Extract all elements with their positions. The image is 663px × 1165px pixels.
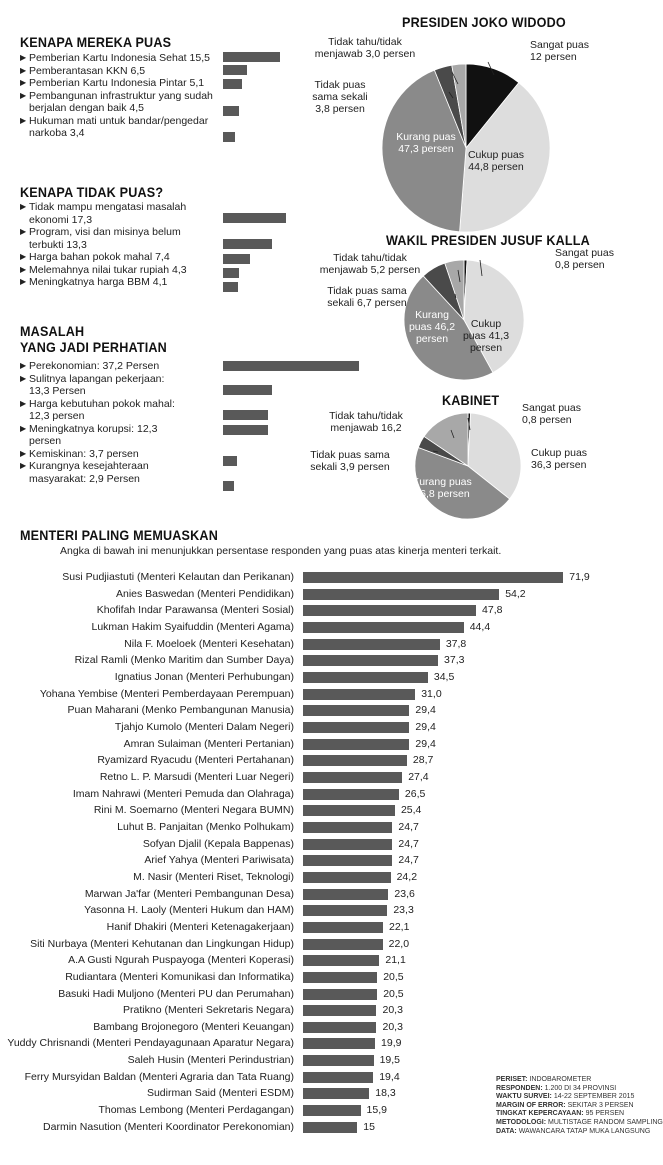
metodologi-box: [496, 1076, 663, 1136]
meta-val: 95 PERSEN: [585, 1110, 625, 1118]
menteri-name: Rini M. Soemarno (Menteri Negara BUMN): [93, 804, 294, 817]
menteri-value: 24,7: [398, 837, 419, 850]
pie-slice-label: Cukup puas 44,8 persen: [467, 149, 525, 173]
menteri-value: 21,1: [385, 954, 406, 967]
menteri-name: Rizal Ramli (Menko Maritim dan Sumber Daya): [74, 654, 294, 667]
puas-item-label: Pemberian Kartu Indonesia Sehat 15,5: [29, 52, 210, 64]
menteri-name: A.A Gusti Ngurah Puspayoga (Menteri Koperasi): [68, 954, 294, 967]
puas-item: ▶ Pembangunan infrastruktur yang sudah berjalan dengan baik 4,5: [20, 90, 215, 115]
meta-val: SEKITAR 3 PERSEN: [567, 1101, 634, 1109]
puas-title: KENAPA MEREKA PUAS: [20, 34, 172, 50]
menteri-bar: [303, 772, 402, 783]
menteri-name: Thomas Lembong (Menteri Perdagangan): [98, 1104, 294, 1117]
menteri-value: 47,8: [482, 604, 503, 617]
menteri-title: MENTERI PALING MEMUASKAN: [20, 527, 218, 543]
menteri-bar: [303, 939, 383, 950]
menteri-name: Ferry Mursyidan Baldan (Menteri Agraria dan Tata Ruang): [24, 1070, 294, 1083]
menteri-name: Khofifah Indar Parawansa (Menteri Sosial): [96, 604, 294, 617]
pie-slice-label: Tidak puas sama sekali 3,9 persen: [310, 449, 390, 473]
menteri-value: 28,7: [412, 754, 434, 767]
menteri-name: Saleh Husin (Menteri Perindustrian): [127, 1054, 294, 1067]
menteri-value: 71,9: [569, 571, 590, 583]
menteri-bar: [303, 1088, 369, 1099]
meta-val: INDOBAROMETER: [529, 1076, 592, 1083]
meta-row: [496, 1102, 663, 1111]
masalah-title-2: YANG JADI PERHATIAN: [20, 339, 167, 355]
masalah-item-label: Kurangnya kesejahteraan masyarakat: 2,9 Persen: [29, 460, 149, 485]
menteri-bar: [303, 889, 388, 900]
pie-slice-label: Tidak tahu/tidak menjawab 3,0 persen: [314, 36, 416, 60]
meta-key: WAKTU SURVEI:: [496, 1093, 552, 1101]
pie-slice-label: Tidak puas sama sekali 6,7 persen: [327, 285, 407, 309]
tidak-puas-item: ▶ Tidak mampu mengatasi masalah ekonomi 17,3: [20, 201, 205, 226]
pie-slice-label: Kurang puas 47,3 persen: [396, 131, 456, 155]
menteri-value: 15,9: [366, 1104, 387, 1117]
tidak-puas-item: ▶ Meningkatnya harga BBM 4,1: [20, 276, 168, 288]
meta-row: [496, 1128, 663, 1137]
puas-item-label: Pemberian Kartu Indonesia Pintar 5,1: [29, 77, 205, 89]
pie-slice-label: Sangat puas 0,8 persen: [555, 247, 614, 271]
menteri-bar: [303, 1105, 361, 1116]
masalah-item: ▶ Kemiskinan: 3,7 persen: [20, 447, 139, 460]
meta-row: [496, 1093, 663, 1102]
menteri-value: 20,5: [383, 987, 404, 1000]
menteri-value: 29,4: [415, 737, 436, 750]
menteri-value: 20,5: [383, 970, 404, 983]
menteri-name: Arief Yahya (Menteri Pariwisata): [144, 854, 294, 867]
menteri-value: 15: [363, 1120, 375, 1133]
menteri-name: Yuddy Chrisnandi (Menteri Pendayagunaan Aparatur Negara): [7, 1037, 294, 1050]
menteri-bar: [303, 1022, 376, 1033]
menteri-name: Marwan Ja'far (Menteri Pembangunan Desa): [84, 887, 294, 900]
menteri-name: Ignatius Jonan (Menteri Perhubungan): [114, 670, 294, 683]
pie-slice-label: Sangat puas 12 persen: [530, 39, 589, 63]
pie-slice-label: Tidak tahu/tidak menjawab 16,2: [329, 410, 403, 434]
menteri-name: Darmin Nasution (Menteri Koordinator Perekonomian): [43, 1120, 294, 1133]
menteri-bar: [303, 989, 377, 1000]
meta-val: 14-22 SEPTEMBER 2015: [553, 1093, 635, 1101]
pie-slice-label: Cukup puas 36,3 persen: [531, 447, 588, 471]
masalah-item-label: Sulitnya lapangan pekerjaan: 13,3 Persen: [29, 372, 165, 397]
menteri-name: Hanif Dhakiri (Menteri Ketenagakerjaan): [106, 920, 294, 933]
menteri-name: Lukman Hakim Syaifuddin (Menteri Agama): [91, 620, 294, 633]
puas-item-label: Pemberantasan KKN 6,5: [29, 64, 146, 77]
menteri-value: 19,4: [379, 1070, 400, 1083]
menteri-bar: [303, 839, 392, 850]
menteri-bar: [303, 1005, 376, 1016]
jk-pie-title: WAKIL PRESIDEN JUSUF KALLA: [386, 232, 590, 248]
menteri-name: Susi Pudjiastuti (Menteri Kelautan dan Perikanan): [62, 571, 294, 583]
menteri-bar: [303, 572, 563, 583]
menteri-value: 27,4: [408, 770, 429, 783]
menteri-value: 29,4: [415, 704, 436, 717]
menteri-bar: [303, 1122, 357, 1133]
meta-val: WAWANCARA TATAP MUKA LANGSUNG: [518, 1127, 651, 1135]
menteri-bar: [303, 622, 464, 633]
menteri-bar: [303, 689, 415, 700]
puas-item: ▶ Pemberantasan KKN 6,5: [20, 64, 146, 77]
menteri-name: Yohana Yembise (Menteri Pemberdayaan Perempuan): [39, 687, 294, 700]
pie-charts: [0, 0, 650, 530]
menteri-name: Puan Maharani (Menko Pembangunan Manusia): [67, 704, 294, 717]
meta-key: TINGKAT KEPERCAYAAN:: [496, 1110, 584, 1118]
tidak-puas-item-label: Tidak mampu mengatasi masalah ekonomi 17,3: [29, 201, 187, 226]
menteri-value: 26,5: [404, 787, 426, 800]
masalah-item: ▶ Kurangnya kesejahteraan masyarakat: 2,9 Persen: [20, 460, 180, 485]
menteri-bar: [303, 855, 392, 866]
meta-key: RESPONDEN:: [496, 1084, 543, 1092]
tidak-puas-item: ▶ Harga bahan pokok mahal 7,4: [20, 251, 170, 263]
masalah-item-label: Harga kebutuhan pokok mahal: 12,3 persen: [29, 397, 175, 422]
menteri-value: 19,9: [381, 1037, 402, 1050]
menteri-bar: [303, 822, 392, 833]
pie-slice-label: Tidak tahu/tidak menjawab 5,2 persen: [319, 252, 421, 276]
menteri-name: Nila F. Moeloek (Menteri Kesehatan): [124, 637, 294, 650]
meta-key: MARGIN OF ERROR:: [496, 1101, 566, 1109]
menteri-bar: [303, 1072, 373, 1083]
meta-key: METODOLOGI:: [496, 1118, 547, 1126]
menteri-value: 22,0: [388, 937, 410, 950]
meta-val: 1.200 DI 34 PROVINSI: [544, 1084, 617, 1092]
menteri-value: 20,3: [382, 1020, 403, 1033]
puas-item-label: Hukuman mati untuk bandar/pengedar narkoba 3,4: [29, 114, 209, 139]
menteri-bar: [303, 639, 440, 650]
meta-row: [496, 1110, 663, 1119]
masalah-title-1: MASALAH: [20, 323, 85, 339]
masalah-item-label: Meningkatnya korupsi: 12,3 persen: [29, 422, 158, 447]
masalah-item: ▶ Sulitnya lapangan pekerjaan: 13,3 Persen: [20, 373, 170, 398]
menteri-subtitle: Angka di bawah ini menunjukkan persentase responden yang puas atas kinerja menteri terkait.: [60, 545, 502, 557]
pie-slice-label: Kurang puas 46,2 persen: [408, 309, 456, 345]
menteri-value: 54,2: [505, 587, 526, 600]
menteri-name: Sofyan Djalil (Kepala Bappenas): [142, 837, 294, 850]
menteri-bar: [303, 1038, 375, 1049]
puas-item: ▶ Pemberian Kartu Indonesia Pintar 5,1: [20, 77, 205, 89]
menteri-value: 44,4: [469, 620, 491, 633]
meta-row: [496, 1076, 663, 1085]
menteri-value: 23,3: [393, 904, 414, 917]
menteri-bar: [303, 755, 407, 766]
menteri-bar: [303, 805, 395, 816]
menteri-value: 31,0: [421, 687, 442, 700]
menteri-name: Ryamizard Ryacudu (Menteri Pertahanan): [97, 754, 294, 767]
masalah-item-label: Kemiskinan: 3,7 persen: [29, 447, 139, 460]
menteri-value: 25,4: [400, 804, 422, 817]
menteri-name: Yasonna H. Laoly (Menteri Hukum dan HAM): [84, 904, 294, 917]
meta-val: MULTISTAGE RANDOM SAMPLING: [548, 1118, 663, 1126]
menteri-name: Siti Nurbaya (Menteri Kehutanan dan Lingkungan Hidup): [30, 937, 294, 950]
puas-item-label: Pembangunan infrastruktur yang sudah berjalan dengan baik 4,5: [29, 89, 213, 114]
menteri-bar: [303, 905, 387, 916]
menteri-value: 37,8: [445, 637, 467, 650]
menteri-value: 18,3: [375, 1087, 396, 1100]
puas-item: ▶ Pemberian Kartu Indonesia Sehat 15,5: [20, 52, 210, 64]
puas-item: ▶ Hukuman mati untuk bandar/pengedar narkoba 3,4: [20, 115, 215, 140]
pie-slice-label: Tidak puas sama sekali 3,8 persen: [312, 79, 368, 115]
tidak-puas-item-label: Melemahnya nilai tukar rupiah 4,3: [29, 263, 187, 276]
menteri-bar: [303, 605, 476, 616]
menteri-name: Tjahjo Kumolo (Menteri Dalam Negeri): [114, 720, 294, 733]
tidak-puas-item-label: Harga bahan pokok mahal 7,4: [29, 251, 170, 263]
kabinet-pie-title: KABINET: [442, 392, 500, 408]
meta-key: DATA:: [496, 1127, 517, 1135]
menteri-name: Bambang Brojonegoro (Menteri Keuangan): [93, 1020, 294, 1033]
menteri-bar: [303, 655, 438, 666]
menteri-value: 24,7: [398, 820, 419, 833]
masalah-item: ▶ Meningkatnya korupsi: 12,3 persen: [20, 423, 180, 448]
menteri-bar: [303, 589, 499, 600]
pie-kabinet: [415, 413, 521, 519]
menteri-value: 20,3: [382, 1004, 403, 1017]
tidak-puas-item: ▶ Program, visi dan misinya belum terbukti 13,3: [20, 226, 205, 251]
masalah-item: ▶ Perekonomian: 37,2 Persen: [20, 360, 160, 372]
tidak-puas-title: KENAPA TIDAK PUAS?: [20, 184, 164, 200]
menteri-name: Sudirman Said (Menteri ESDM): [146, 1087, 294, 1100]
menteri-bar: [303, 789, 399, 800]
menteri-bar: [303, 955, 379, 966]
menteri-bar: [303, 705, 409, 716]
pie-slice-label: Sangat puas 0,8 persen: [522, 402, 581, 426]
menteri-value: 37,3: [444, 654, 465, 667]
menteri-name: M. Nasir (Menteri Riset, Teknologi): [133, 870, 294, 883]
menteri-name: Basuki Hadi Muljono (Menteri PU dan Perumahan): [58, 987, 294, 1000]
menteri-bar: [303, 872, 391, 883]
menteri-bar: [303, 1055, 374, 1066]
menteri-bar: [303, 722, 409, 733]
jokowi-pie-title: PRESIDEN JOKO WIDODO: [402, 14, 566, 30]
menteri-bar: [303, 922, 383, 933]
menteri-name: Amran Sulaiman (Menteri Pertanian): [123, 737, 294, 750]
meta-row: [496, 1119, 663, 1128]
menteri-name: Pratikno (Menteri Sekretaris Negara): [123, 1004, 294, 1017]
menteri-value: 29,4: [415, 720, 436, 733]
pie-slice-label: Kurang puas 46,8 persen: [412, 476, 472, 500]
menteri-value: 24,7: [398, 854, 419, 867]
tidak-puas-item: ▶ Melemahnya nilai tukar rupiah 4,3: [20, 263, 187, 276]
menteri-value: 23,6: [394, 887, 415, 900]
meta-row: [496, 1085, 663, 1094]
menteri-value: 34,5: [433, 670, 455, 683]
menteri-bar: [303, 972, 377, 983]
masalah-item-label: Perekonomian: 37,2 Persen: [29, 360, 160, 372]
menteri-bar: [303, 672, 428, 683]
tidak-puas-item-label: Program, visi dan misinya belum terbukti 13,3: [29, 226, 181, 251]
menteri-value: 19,5: [379, 1054, 401, 1067]
menteri-bar: [303, 739, 409, 750]
menteri-value: 22,1: [389, 920, 410, 933]
menteri-value: 24,2: [396, 870, 418, 883]
menteri-name: Luhut B. Panjaitan (Menko Polhukam): [117, 820, 294, 833]
menteri-name: Imam Nahrawi (Menteri Pemuda dan Olahraga): [72, 787, 294, 800]
masalah-item: ▶ Harga kebutuhan pokok mahal: 12,3 persen: [20, 398, 180, 423]
tidak-puas-item-label: Meningkatnya harga BBM 4,1: [29, 276, 168, 288]
menteri-name: Retno L. P. Marsudi (Menteri Luar Negeri): [99, 770, 294, 783]
menteri-name: Anies Baswedan (Menteri Pendidikan): [115, 587, 294, 600]
menteri-name: Rudiantara (Menteri Komunikasi dan Informatika): [65, 970, 294, 983]
meta-key: PERISET:: [496, 1076, 528, 1083]
pie-slice-label: Cukup puas 41,3 persen: [462, 318, 510, 354]
